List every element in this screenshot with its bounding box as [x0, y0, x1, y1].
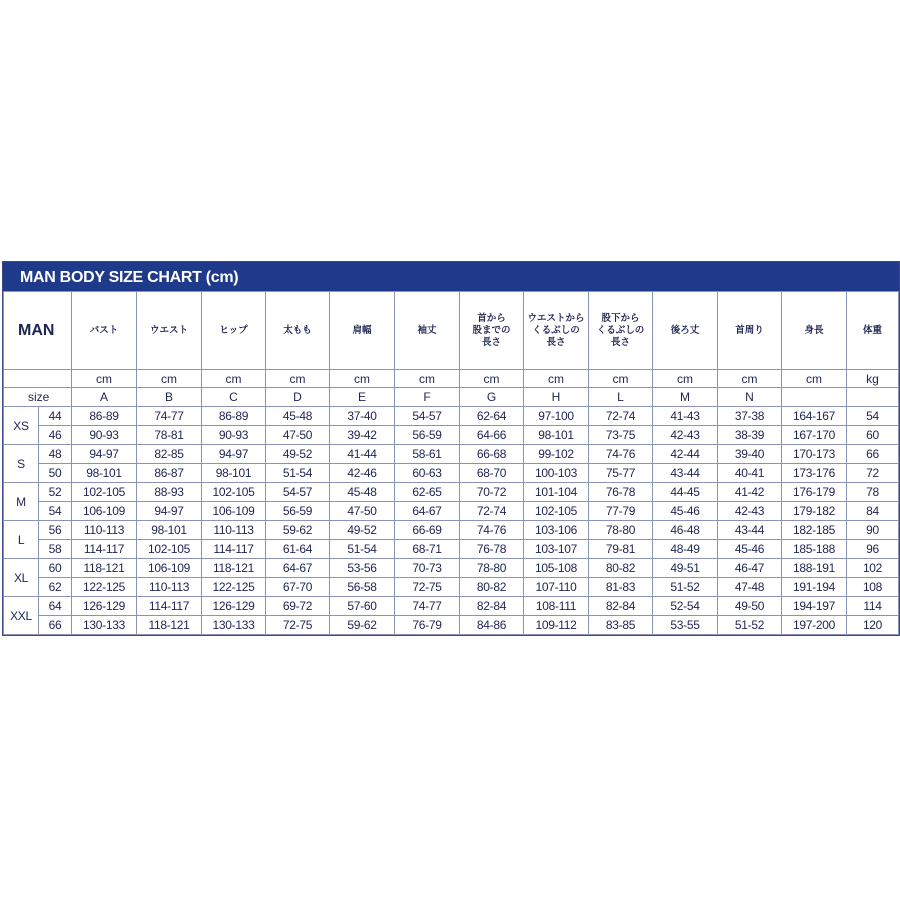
- letter-cell: C: [202, 388, 266, 407]
- measurement-cell: 90-93: [72, 426, 137, 445]
- unit-spacer: [4, 370, 72, 388]
- table-row: [4, 426, 899, 445]
- measurement-cell: 56-59: [266, 502, 330, 521]
- measurement-cell: 170-173: [782, 445, 847, 464]
- measurement-cell: 122-125: [202, 578, 266, 597]
- measurement-cell: 97-100: [524, 407, 589, 426]
- letter-cell: H: [524, 388, 589, 407]
- measurement-cell: 76-78: [460, 540, 524, 559]
- measurement-cell: 106-109: [72, 502, 137, 521]
- measurement-cell: 90: [847, 521, 899, 540]
- measurement-cell: 43-44: [653, 464, 718, 483]
- measurement-cell: 74-76: [460, 521, 524, 540]
- measurement-cell: 101-104: [524, 483, 589, 502]
- measurement-cell: 90-93: [202, 426, 266, 445]
- table-row: [4, 597, 899, 616]
- measurement-cell: 107-110: [524, 578, 589, 597]
- measurement-cell: 42-44: [653, 445, 718, 464]
- measurement-cell: 99-102: [524, 445, 589, 464]
- measurement-cell: 52-54: [653, 597, 718, 616]
- column-header: 後ろ丈: [653, 292, 718, 370]
- measurement-cell: 44-45: [653, 483, 718, 502]
- measurement-cell: 114-117: [72, 540, 137, 559]
- measurement-cell: 82-85: [137, 445, 202, 464]
- measurement-cell: 74-77: [395, 597, 460, 616]
- measurement-cell: 78-81: [137, 426, 202, 445]
- measurement-cell: 179-182: [782, 502, 847, 521]
- column-header: ウエスト: [137, 292, 202, 370]
- unit-cell: cm: [266, 370, 330, 388]
- measurement-cell: 72: [847, 464, 899, 483]
- column-header: ウエストから くるぶしの 長さ: [524, 292, 589, 370]
- measurement-cell: 106-109: [137, 559, 202, 578]
- table-row: [4, 521, 899, 540]
- size-group-label: XXL: [4, 597, 39, 635]
- measurement-cell: 81-83: [589, 578, 653, 597]
- measurement-cell: 76-79: [395, 616, 460, 635]
- measurement-cell: 40-41: [718, 464, 782, 483]
- size-number: 62: [39, 578, 72, 597]
- measurement-cell: 118-121: [137, 616, 202, 635]
- measurement-cell: 78-80: [460, 559, 524, 578]
- measurement-cell: 62-65: [395, 483, 460, 502]
- measurement-cell: 75-77: [589, 464, 653, 483]
- measurement-cell: 173-176: [782, 464, 847, 483]
- measurement-cell: 80-82: [460, 578, 524, 597]
- unit-cell: cm: [137, 370, 202, 388]
- column-header: 太もも: [266, 292, 330, 370]
- measurement-cell: 49-50: [718, 597, 782, 616]
- measurement-cell: 102-105: [202, 483, 266, 502]
- measurement-cell: 45-48: [266, 407, 330, 426]
- unit-cell: cm: [72, 370, 137, 388]
- size-group-label: XS: [4, 407, 39, 445]
- measurement-cell: 130-133: [72, 616, 137, 635]
- unit-cell: kg: [847, 370, 899, 388]
- size-number: 64: [39, 597, 72, 616]
- measurement-cell: 109-112: [524, 616, 589, 635]
- measurement-cell: 108-111: [524, 597, 589, 616]
- measurement-cell: 98-101: [524, 426, 589, 445]
- letter-cell: E: [330, 388, 395, 407]
- measurement-cell: 188-191: [782, 559, 847, 578]
- measurement-cell: 105-108: [524, 559, 589, 578]
- measurement-cell: 72-75: [266, 616, 330, 635]
- table-row: [4, 578, 899, 597]
- measurement-cell: 114: [847, 597, 899, 616]
- measurement-cell: 68-71: [395, 540, 460, 559]
- measurement-cell: 47-48: [718, 578, 782, 597]
- measurement-cell: 126-129: [202, 597, 266, 616]
- measurement-cell: 54-57: [395, 407, 460, 426]
- measurement-cell: 42-43: [718, 502, 782, 521]
- letter-cell: N: [718, 388, 782, 407]
- unit-cell: cm: [589, 370, 653, 388]
- measurement-cell: 100-103: [524, 464, 589, 483]
- measurement-cell: 41-42: [718, 483, 782, 502]
- measurement-cell: 64-67: [266, 559, 330, 578]
- measurement-cell: 191-194: [782, 578, 847, 597]
- header-row: [4, 292, 899, 370]
- measurement-cell: 64-66: [460, 426, 524, 445]
- size-group-label: XL: [4, 559, 39, 597]
- corner-label: MAN: [4, 292, 72, 370]
- unit-cell: cm: [202, 370, 266, 388]
- measurement-cell: 114-117: [202, 540, 266, 559]
- column-header: 身長: [782, 292, 847, 370]
- measurement-cell: 82-84: [589, 597, 653, 616]
- measurement-cell: 54: [847, 407, 899, 426]
- measurement-cell: 176-179: [782, 483, 847, 502]
- measurement-cell: 72-74: [589, 407, 653, 426]
- measurement-cell: 68-70: [460, 464, 524, 483]
- measurement-cell: 51-54: [330, 540, 395, 559]
- column-header: 首周り: [718, 292, 782, 370]
- letter-cell: D: [266, 388, 330, 407]
- measurement-cell: 42-46: [330, 464, 395, 483]
- size-number: 46: [39, 426, 72, 445]
- measurement-cell: 110-113: [137, 578, 202, 597]
- measurement-cell: 86-87: [137, 464, 202, 483]
- measurement-cell: 60: [847, 426, 899, 445]
- measurement-cell: 94-97: [137, 502, 202, 521]
- table-row: [4, 464, 899, 483]
- measurement-cell: 46-47: [718, 559, 782, 578]
- column-header: 股下から くるぶしの 長さ: [589, 292, 653, 370]
- letter-cell: B: [137, 388, 202, 407]
- measurement-cell: 49-51: [653, 559, 718, 578]
- measurement-cell: 38-39: [718, 426, 782, 445]
- table-row: [4, 407, 899, 426]
- measurement-cell: 98-101: [72, 464, 137, 483]
- measurement-cell: 185-188: [782, 540, 847, 559]
- measurement-cell: 51-52: [653, 578, 718, 597]
- measurement-cell: 164-167: [782, 407, 847, 426]
- measurement-cell: 70-73: [395, 559, 460, 578]
- measurement-cell: 74-76: [589, 445, 653, 464]
- column-header: 肩幅: [330, 292, 395, 370]
- measurement-cell: 59-62: [266, 521, 330, 540]
- size-group-label: S: [4, 445, 39, 483]
- measurement-cell: 54-57: [266, 483, 330, 502]
- measurement-cell: 106-109: [202, 502, 266, 521]
- size-label: size: [4, 388, 72, 407]
- measurement-cell: 39-42: [330, 426, 395, 445]
- measurement-cell: 77-79: [589, 502, 653, 521]
- measurement-cell: 51-52: [718, 616, 782, 635]
- measurement-cell: 60-63: [395, 464, 460, 483]
- unit-cell: cm: [395, 370, 460, 388]
- measurement-cell: 84: [847, 502, 899, 521]
- measurement-cell: 73-75: [589, 426, 653, 445]
- measurement-cell: 43-44: [718, 521, 782, 540]
- measurement-cell: 58-61: [395, 445, 460, 464]
- measurement-cell: 41-43: [653, 407, 718, 426]
- unit-cell: cm: [782, 370, 847, 388]
- measurement-cell: 118-121: [202, 559, 266, 578]
- measurement-cell: 94-97: [202, 445, 266, 464]
- measurement-cell: 102-105: [524, 502, 589, 521]
- measurement-cell: 49-52: [330, 521, 395, 540]
- measurement-cell: 41-44: [330, 445, 395, 464]
- measurement-cell: 86-89: [202, 407, 266, 426]
- measurement-cell: 39-40: [718, 445, 782, 464]
- size-number: 58: [39, 540, 72, 559]
- measurement-cell: 83-85: [589, 616, 653, 635]
- measurement-cell: 45-46: [718, 540, 782, 559]
- measurement-cell: 110-113: [72, 521, 137, 540]
- column-header: ヒップ: [202, 292, 266, 370]
- measurement-cell: 62-64: [460, 407, 524, 426]
- measurement-cell: 118-121: [72, 559, 137, 578]
- measurement-cell: 167-170: [782, 426, 847, 445]
- measurement-cell: 78-80: [589, 521, 653, 540]
- size-number: 66: [39, 616, 72, 635]
- letter-row: [4, 388, 899, 407]
- measurement-cell: 82-84: [460, 597, 524, 616]
- measurement-cell: 120: [847, 616, 899, 635]
- measurement-cell: 88-93: [137, 483, 202, 502]
- measurement-cell: 47-50: [266, 426, 330, 445]
- letter-cell: [782, 388, 847, 407]
- measurement-cell: 61-64: [266, 540, 330, 559]
- measurement-cell: 102-105: [72, 483, 137, 502]
- measurement-cell: 66: [847, 445, 899, 464]
- measurement-cell: 57-60: [330, 597, 395, 616]
- letter-cell: F: [395, 388, 460, 407]
- measurement-cell: 110-113: [202, 521, 266, 540]
- column-header: バスト: [72, 292, 137, 370]
- measurement-cell: 66-68: [460, 445, 524, 464]
- unit-cell: cm: [524, 370, 589, 388]
- measurement-cell: 103-106: [524, 521, 589, 540]
- table-row: [4, 483, 899, 502]
- measurement-cell: 66-69: [395, 521, 460, 540]
- measurement-cell: 70-72: [460, 483, 524, 502]
- size-number: 54: [39, 502, 72, 521]
- measurement-cell: 49-52: [266, 445, 330, 464]
- letter-cell: [847, 388, 899, 407]
- measurement-cell: 74-77: [137, 407, 202, 426]
- measurement-cell: 56-58: [330, 578, 395, 597]
- measurement-cell: 96: [847, 540, 899, 559]
- measurement-cell: 86-89: [72, 407, 137, 426]
- measurement-cell: 98-101: [137, 521, 202, 540]
- table-row: [4, 445, 899, 464]
- measurement-cell: 102: [847, 559, 899, 578]
- unit-cell: cm: [718, 370, 782, 388]
- size-table: [3, 291, 899, 635]
- measurement-cell: 67-70: [266, 578, 330, 597]
- letter-cell: G: [460, 388, 524, 407]
- measurement-cell: 48-49: [653, 540, 718, 559]
- size-number: 52: [39, 483, 72, 502]
- measurement-cell: 45-46: [653, 502, 718, 521]
- measurement-cell: 84-86: [460, 616, 524, 635]
- measurement-cell: 37-40: [330, 407, 395, 426]
- measurement-cell: 46-48: [653, 521, 718, 540]
- measurement-cell: 194-197: [782, 597, 847, 616]
- letter-cell: M: [653, 388, 718, 407]
- size-number: 56: [39, 521, 72, 540]
- unit-row: [4, 370, 899, 388]
- measurement-cell: 47-50: [330, 502, 395, 521]
- size-chart: [2, 261, 900, 636]
- measurement-cell: 69-72: [266, 597, 330, 616]
- measurement-cell: 114-117: [137, 597, 202, 616]
- measurement-cell: 197-200: [782, 616, 847, 635]
- measurement-cell: 51-54: [266, 464, 330, 483]
- measurement-cell: 103-107: [524, 540, 589, 559]
- size-group-label: L: [4, 521, 39, 559]
- measurement-cell: 53-56: [330, 559, 395, 578]
- measurement-cell: 37-38: [718, 407, 782, 426]
- column-header: 首から 股までの 長さ: [460, 292, 524, 370]
- measurement-cell: 72-74: [460, 502, 524, 521]
- measurement-cell: 126-129: [72, 597, 137, 616]
- unit-cell: cm: [330, 370, 395, 388]
- letter-cell: L: [589, 388, 653, 407]
- column-header: 袖丈: [395, 292, 460, 370]
- measurement-cell: 182-185: [782, 521, 847, 540]
- size-number: 60: [39, 559, 72, 578]
- table-row: [4, 502, 899, 521]
- measurement-cell: 53-55: [653, 616, 718, 635]
- unit-cell: cm: [653, 370, 718, 388]
- table-row: [4, 616, 899, 635]
- measurement-cell: 122-125: [72, 578, 137, 597]
- measurement-cell: 78: [847, 483, 899, 502]
- measurement-cell: 94-97: [72, 445, 137, 464]
- measurement-cell: 56-59: [395, 426, 460, 445]
- measurement-cell: 72-75: [395, 578, 460, 597]
- size-number: 50: [39, 464, 72, 483]
- measurement-cell: 45-48: [330, 483, 395, 502]
- measurement-cell: 98-101: [202, 464, 266, 483]
- measurement-cell: 102-105: [137, 540, 202, 559]
- table-row: [4, 559, 899, 578]
- measurement-cell: 79-81: [589, 540, 653, 559]
- measurement-cell: 108: [847, 578, 899, 597]
- measurement-cell: 76-78: [589, 483, 653, 502]
- table-row: [4, 540, 899, 559]
- measurement-cell: 130-133: [202, 616, 266, 635]
- chart-title: MAN BODY SIZE CHART (cm): [3, 262, 899, 291]
- measurement-cell: 80-82: [589, 559, 653, 578]
- size-number: 48: [39, 445, 72, 464]
- size-group-label: M: [4, 483, 39, 521]
- column-header: 体重: [847, 292, 899, 370]
- measurement-cell: 64-67: [395, 502, 460, 521]
- unit-cell: cm: [460, 370, 524, 388]
- measurement-cell: 42-43: [653, 426, 718, 445]
- measurement-cell: 59-62: [330, 616, 395, 635]
- letter-cell: A: [72, 388, 137, 407]
- size-number: 44: [39, 407, 72, 426]
